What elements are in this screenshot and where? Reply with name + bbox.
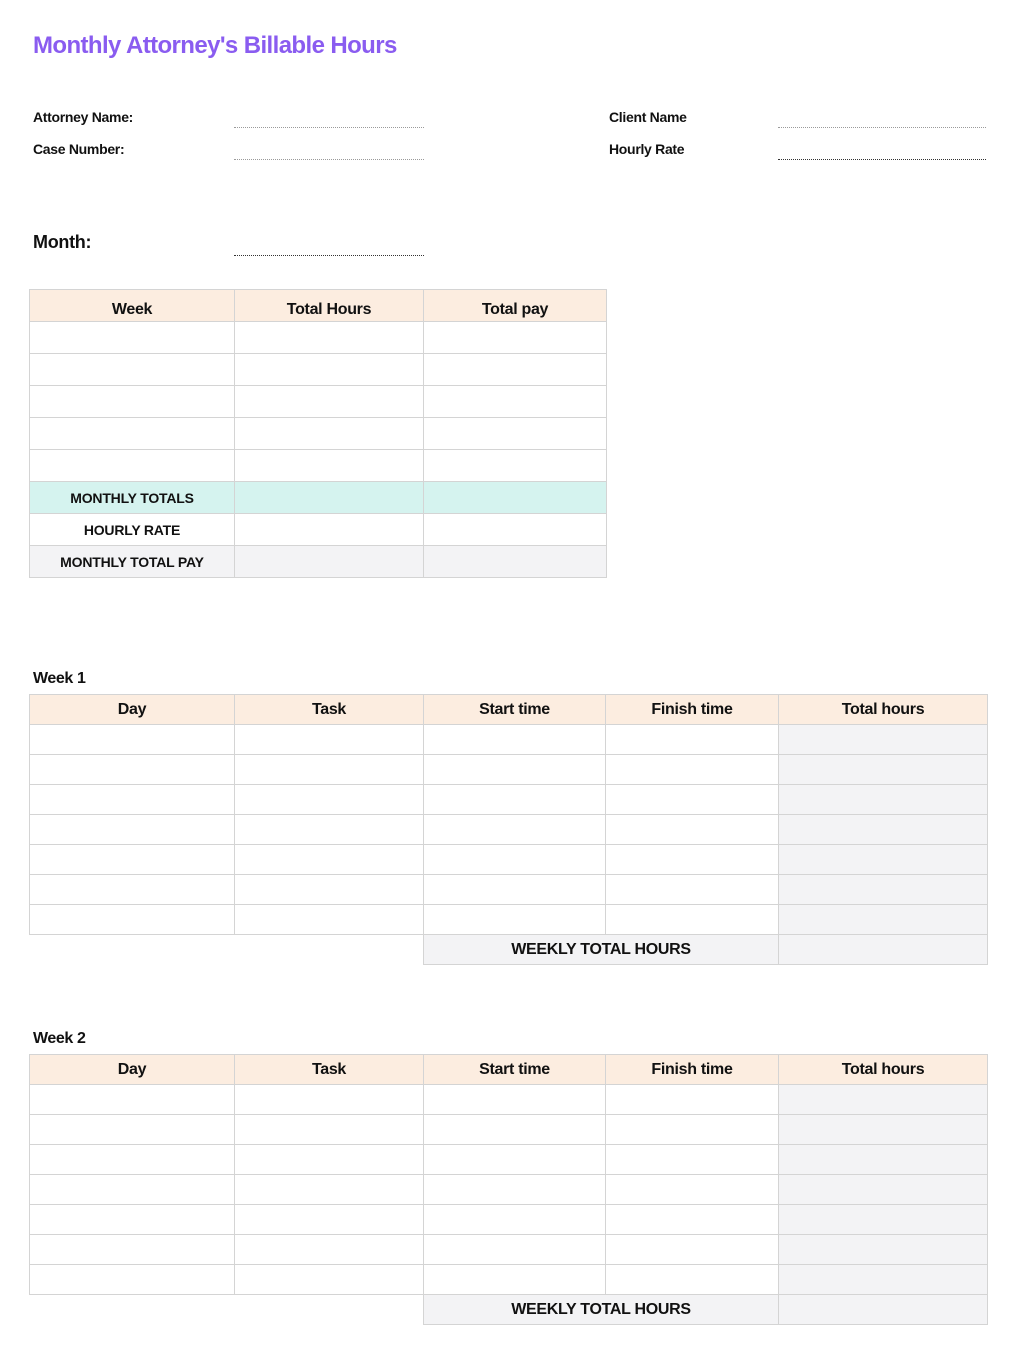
task-cell[interactable]	[235, 1085, 424, 1115]
task-cell[interactable]	[235, 1205, 424, 1235]
table-row	[30, 815, 988, 845]
header-day: Day	[30, 695, 235, 725]
header-start-time: Start time	[424, 1055, 606, 1085]
total-hours-cell[interactable]	[779, 875, 988, 905]
finish-time-cell[interactable]	[606, 1205, 779, 1235]
header-day: Day	[30, 1055, 235, 1085]
total-hours-cell[interactable]	[235, 322, 424, 354]
start-time-cell[interactable]	[424, 1265, 606, 1295]
table-row	[30, 905, 988, 935]
weekly-total-hours-cell[interactable]	[779, 1295, 988, 1325]
table-row	[30, 1145, 988, 1175]
day-cell[interactable]	[30, 1175, 235, 1205]
monthly-summary-table	[29, 289, 607, 578]
header-task: Task	[235, 695, 424, 725]
start-time-cell[interactable]	[424, 755, 606, 785]
table-row	[30, 450, 607, 482]
finish-time-cell[interactable]	[606, 755, 779, 785]
total-hours-cell[interactable]	[779, 845, 988, 875]
week-1-header-row	[30, 695, 988, 725]
weekly-total-hours-label: WEEKLY TOTAL HOURS	[424, 1295, 779, 1325]
week-cell[interactable]	[30, 418, 235, 450]
day-cell[interactable]	[30, 1235, 235, 1265]
start-time-cell[interactable]	[424, 1085, 606, 1115]
total-hours-cell[interactable]	[779, 905, 988, 935]
finish-time-cell[interactable]	[606, 845, 779, 875]
total-hours-cell[interactable]	[779, 725, 988, 755]
start-time-cell[interactable]	[424, 1235, 606, 1265]
task-cell[interactable]	[235, 815, 424, 845]
table-row	[30, 755, 988, 785]
client-name-label: Client Name	[609, 109, 687, 125]
attorney-name-label: Attorney Name:	[33, 109, 134, 125]
monthly-total-pay-cell[interactable]	[424, 482, 607, 514]
monthly-total-pay-row	[30, 546, 607, 578]
finish-time-cell[interactable]	[606, 905, 779, 935]
header-task: Task	[235, 1055, 424, 1085]
table-row	[30, 875, 988, 905]
attorney-name-field[interactable]	[234, 127, 424, 128]
start-time-cell[interactable]	[424, 1175, 606, 1205]
weekly-total-row	[30, 1295, 988, 1325]
day-cell[interactable]	[30, 1115, 235, 1145]
task-cell[interactable]	[235, 725, 424, 755]
finish-time-cell[interactable]	[606, 725, 779, 755]
task-cell[interactable]	[235, 905, 424, 935]
weekly-total-hours-cell[interactable]	[779, 935, 988, 965]
week-1-label: Week 1	[33, 670, 86, 687]
finish-time-cell[interactable]	[606, 1235, 779, 1265]
total-hours-cell[interactable]	[235, 418, 424, 450]
table-row	[30, 725, 988, 755]
table-row	[30, 322, 607, 354]
table-row	[30, 1085, 988, 1115]
start-time-cell[interactable]	[424, 815, 606, 845]
task-cell[interactable]	[235, 1175, 424, 1205]
total-hours-cell[interactable]	[779, 1115, 988, 1145]
finish-time-cell[interactable]	[606, 1175, 779, 1205]
week-cell[interactable]	[30, 322, 235, 354]
day-cell[interactable]	[30, 875, 235, 905]
total-hours-cell[interactable]	[235, 386, 424, 418]
total-pay-cell[interactable]	[424, 450, 607, 482]
start-time-cell[interactable]	[424, 785, 606, 815]
total-hours-cell[interactable]	[779, 1085, 988, 1115]
finish-time-cell[interactable]	[606, 875, 779, 905]
week-1-table	[29, 694, 988, 965]
table-row	[30, 785, 988, 815]
total-pay-cell[interactable]	[424, 418, 607, 450]
task-cell[interactable]	[235, 1265, 424, 1295]
day-cell[interactable]	[30, 815, 235, 845]
table-row	[30, 418, 607, 450]
task-cell[interactable]	[235, 845, 424, 875]
finish-time-cell[interactable]	[606, 1145, 779, 1175]
table-row	[30, 1115, 988, 1145]
week-cell[interactable]	[30, 354, 235, 386]
total-hours-cell[interactable]	[779, 785, 988, 815]
header-total-hours: Total Hours	[235, 290, 424, 322]
hourly-rate-row	[30, 514, 607, 546]
total-hours-cell[interactable]	[235, 450, 424, 482]
table-row	[30, 354, 607, 386]
total-pay-cell[interactable]	[424, 322, 607, 354]
start-time-cell[interactable]	[424, 1115, 606, 1145]
task-cell[interactable]	[235, 1115, 424, 1145]
total-pay-cell[interactable]	[424, 354, 607, 386]
total-hours-cell[interactable]	[779, 1175, 988, 1205]
monthly-total-pay-label: MONTHLY TOTAL PAY	[30, 546, 235, 578]
week-2-header-row	[30, 1055, 988, 1085]
start-time-cell[interactable]	[424, 905, 606, 935]
finish-time-cell[interactable]	[606, 1085, 779, 1115]
day-cell[interactable]	[30, 1205, 235, 1235]
day-cell[interactable]	[30, 1265, 235, 1295]
total-pay-cell[interactable]	[424, 386, 607, 418]
monthly-total-pay-hours-cell[interactable]	[235, 546, 424, 578]
header-finish-time: Finish time	[606, 695, 779, 725]
monthly-total-pay-value-cell[interactable]	[424, 546, 607, 578]
day-cell[interactable]	[30, 785, 235, 815]
table-row	[30, 386, 607, 418]
task-cell[interactable]	[235, 755, 424, 785]
total-hours-cell[interactable]	[779, 815, 988, 845]
table-row	[30, 845, 988, 875]
summary-header-row	[30, 290, 607, 322]
blank-cell	[30, 1295, 424, 1325]
header-total-hours: Total hours	[779, 695, 988, 725]
header-total-pay: Total pay	[424, 290, 607, 322]
start-time-cell[interactable]	[424, 875, 606, 905]
table-row	[30, 1265, 988, 1295]
task-cell[interactable]	[235, 785, 424, 815]
header-total-hours: Total hours	[779, 1055, 988, 1085]
total-hours-cell[interactable]	[779, 755, 988, 785]
hourly-rate-row-label: HOURLY RATE	[30, 514, 235, 546]
hourly-rate-pay-cell[interactable]	[424, 514, 607, 546]
case-number-field[interactable]	[234, 159, 424, 160]
case-number-label: Case Number:	[33, 141, 125, 157]
monthly-total-hours-cell[interactable]	[235, 482, 424, 514]
header-finish-time: Finish time	[606, 1055, 779, 1085]
finish-time-cell[interactable]	[606, 815, 779, 845]
task-cell[interactable]	[235, 1145, 424, 1175]
table-row	[30, 1235, 988, 1265]
header-week: Week	[30, 290, 235, 322]
week-2-label: Week 2	[33, 1030, 86, 1047]
day-cell[interactable]	[30, 905, 235, 935]
client-name-field[interactable]	[778, 127, 986, 128]
hourly-rate-field[interactable]	[778, 159, 986, 160]
weekly-total-row	[30, 935, 988, 965]
day-cell[interactable]	[30, 1145, 235, 1175]
start-time-cell[interactable]	[424, 1205, 606, 1235]
task-cell[interactable]	[235, 1235, 424, 1265]
blank-cell	[30, 935, 424, 965]
start-time-cell[interactable]	[424, 845, 606, 875]
day-cell[interactable]	[30, 725, 235, 755]
month-field[interactable]	[234, 255, 424, 256]
total-hours-cell[interactable]	[779, 1205, 988, 1235]
table-row	[30, 1175, 988, 1205]
total-hours-cell[interactable]	[779, 1265, 988, 1295]
day-cell[interactable]	[30, 755, 235, 785]
header-start-time: Start time	[424, 695, 606, 725]
task-cell[interactable]	[235, 875, 424, 905]
finish-time-cell[interactable]	[606, 1265, 779, 1295]
monthly-totals-row	[30, 482, 607, 514]
month-label: Month:	[33, 232, 92, 252]
day-cell[interactable]	[30, 1085, 235, 1115]
monthly-totals-label: MONTHLY TOTALS	[30, 482, 235, 514]
hourly-rate-label: Hourly Rate	[609, 141, 685, 157]
week-cell[interactable]	[30, 450, 235, 482]
hourly-rate-hours-cell[interactable]	[235, 514, 424, 546]
total-hours-cell[interactable]	[779, 1235, 988, 1265]
start-time-cell[interactable]	[424, 1145, 606, 1175]
week-cell[interactable]	[30, 386, 235, 418]
finish-time-cell[interactable]	[606, 1115, 779, 1145]
total-hours-cell[interactable]	[235, 354, 424, 386]
day-cell[interactable]	[30, 845, 235, 875]
week-2-table	[29, 1054, 988, 1325]
finish-time-cell[interactable]	[606, 785, 779, 815]
total-hours-cell[interactable]	[779, 1145, 988, 1175]
table-row	[30, 1205, 988, 1235]
weekly-total-hours-label: WEEKLY TOTAL HOURS	[424, 935, 779, 965]
start-time-cell[interactable]	[424, 725, 606, 755]
page-title: Monthly Attorney's Billable Hours	[33, 32, 397, 59]
